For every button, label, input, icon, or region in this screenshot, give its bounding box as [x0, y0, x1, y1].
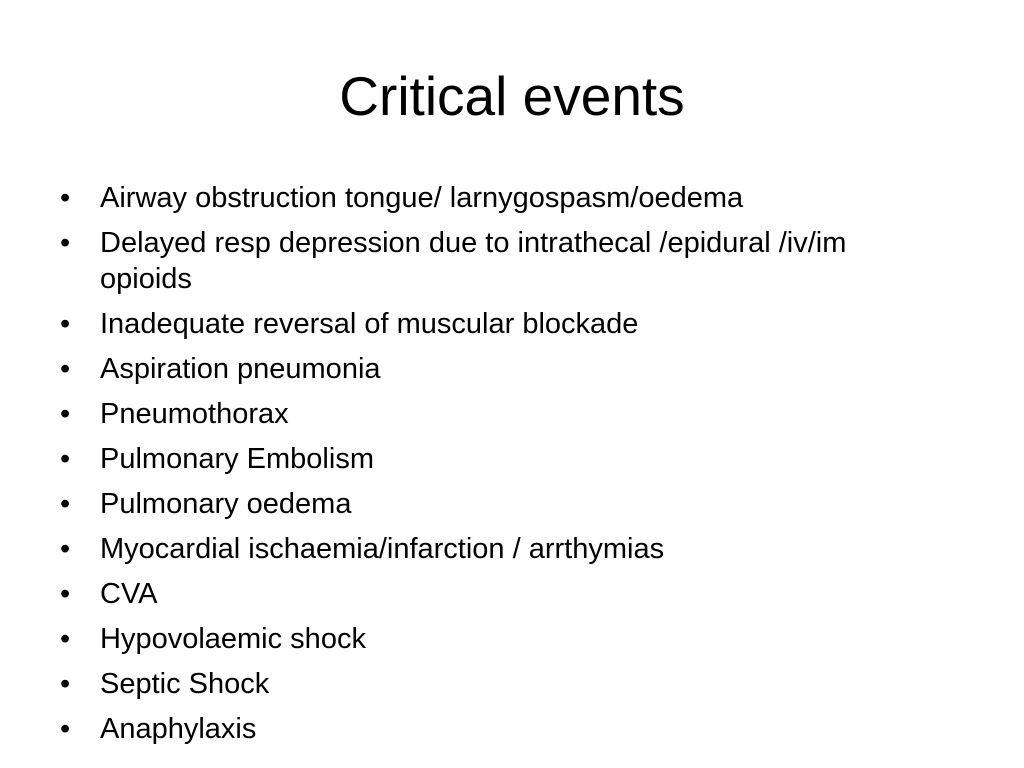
list-item [60, 396, 920, 432]
list-item-text: Myocardial ischaemia/infarction / arrthymias [100, 533, 665, 565]
bullet-icon: • [60, 533, 71, 565]
list-item-text: Inadequate reversal of muscular blockade [100, 308, 639, 340]
list-item [60, 576, 920, 612]
list-item [60, 306, 920, 342]
list-item [60, 486, 920, 522]
list-item-text: Pulmonary oedema [100, 488, 352, 520]
bullet-icon: • [60, 227, 71, 259]
bullet-icon: • [60, 182, 71, 214]
bullet-icon: • [60, 578, 71, 610]
bullet-icon: • [60, 488, 71, 520]
list-item-text: Aspiration pneumonia [100, 353, 381, 385]
bullet-list [60, 180, 920, 756]
bullet-icon: • [60, 398, 71, 430]
list-item-text: Septic Shock [100, 668, 270, 700]
list-item-text: Delayed resp depression due to intrathecal /epidural /iv/im opioids [100, 227, 847, 295]
list-item-text: CVA [100, 578, 158, 610]
list-item [60, 351, 920, 387]
list-item [60, 711, 920, 747]
list-item-text: Airway obstruction tongue/ larnygospasm/oedema [100, 182, 744, 214]
bullet-icon: • [60, 623, 71, 655]
list-item [60, 225, 920, 297]
bullet-icon: • [60, 713, 71, 745]
list-item [60, 180, 920, 216]
bullet-icon: • [60, 308, 71, 340]
bullet-icon: • [60, 668, 71, 700]
list-item [60, 621, 920, 657]
slide-title: Critical events [339, 65, 685, 127]
list-item-text: Anaphylaxis [100, 713, 257, 745]
list-item-text: Pulmonary Embolism [100, 443, 374, 475]
list-item [60, 531, 920, 567]
bullet-icon: • [60, 443, 71, 475]
list-item-text: Hypovolaemic shock [100, 623, 366, 655]
bullet-icon: • [60, 353, 71, 385]
list-item [60, 666, 920, 702]
list-item-text: Pneumothorax [100, 398, 289, 430]
list-item [60, 441, 920, 477]
